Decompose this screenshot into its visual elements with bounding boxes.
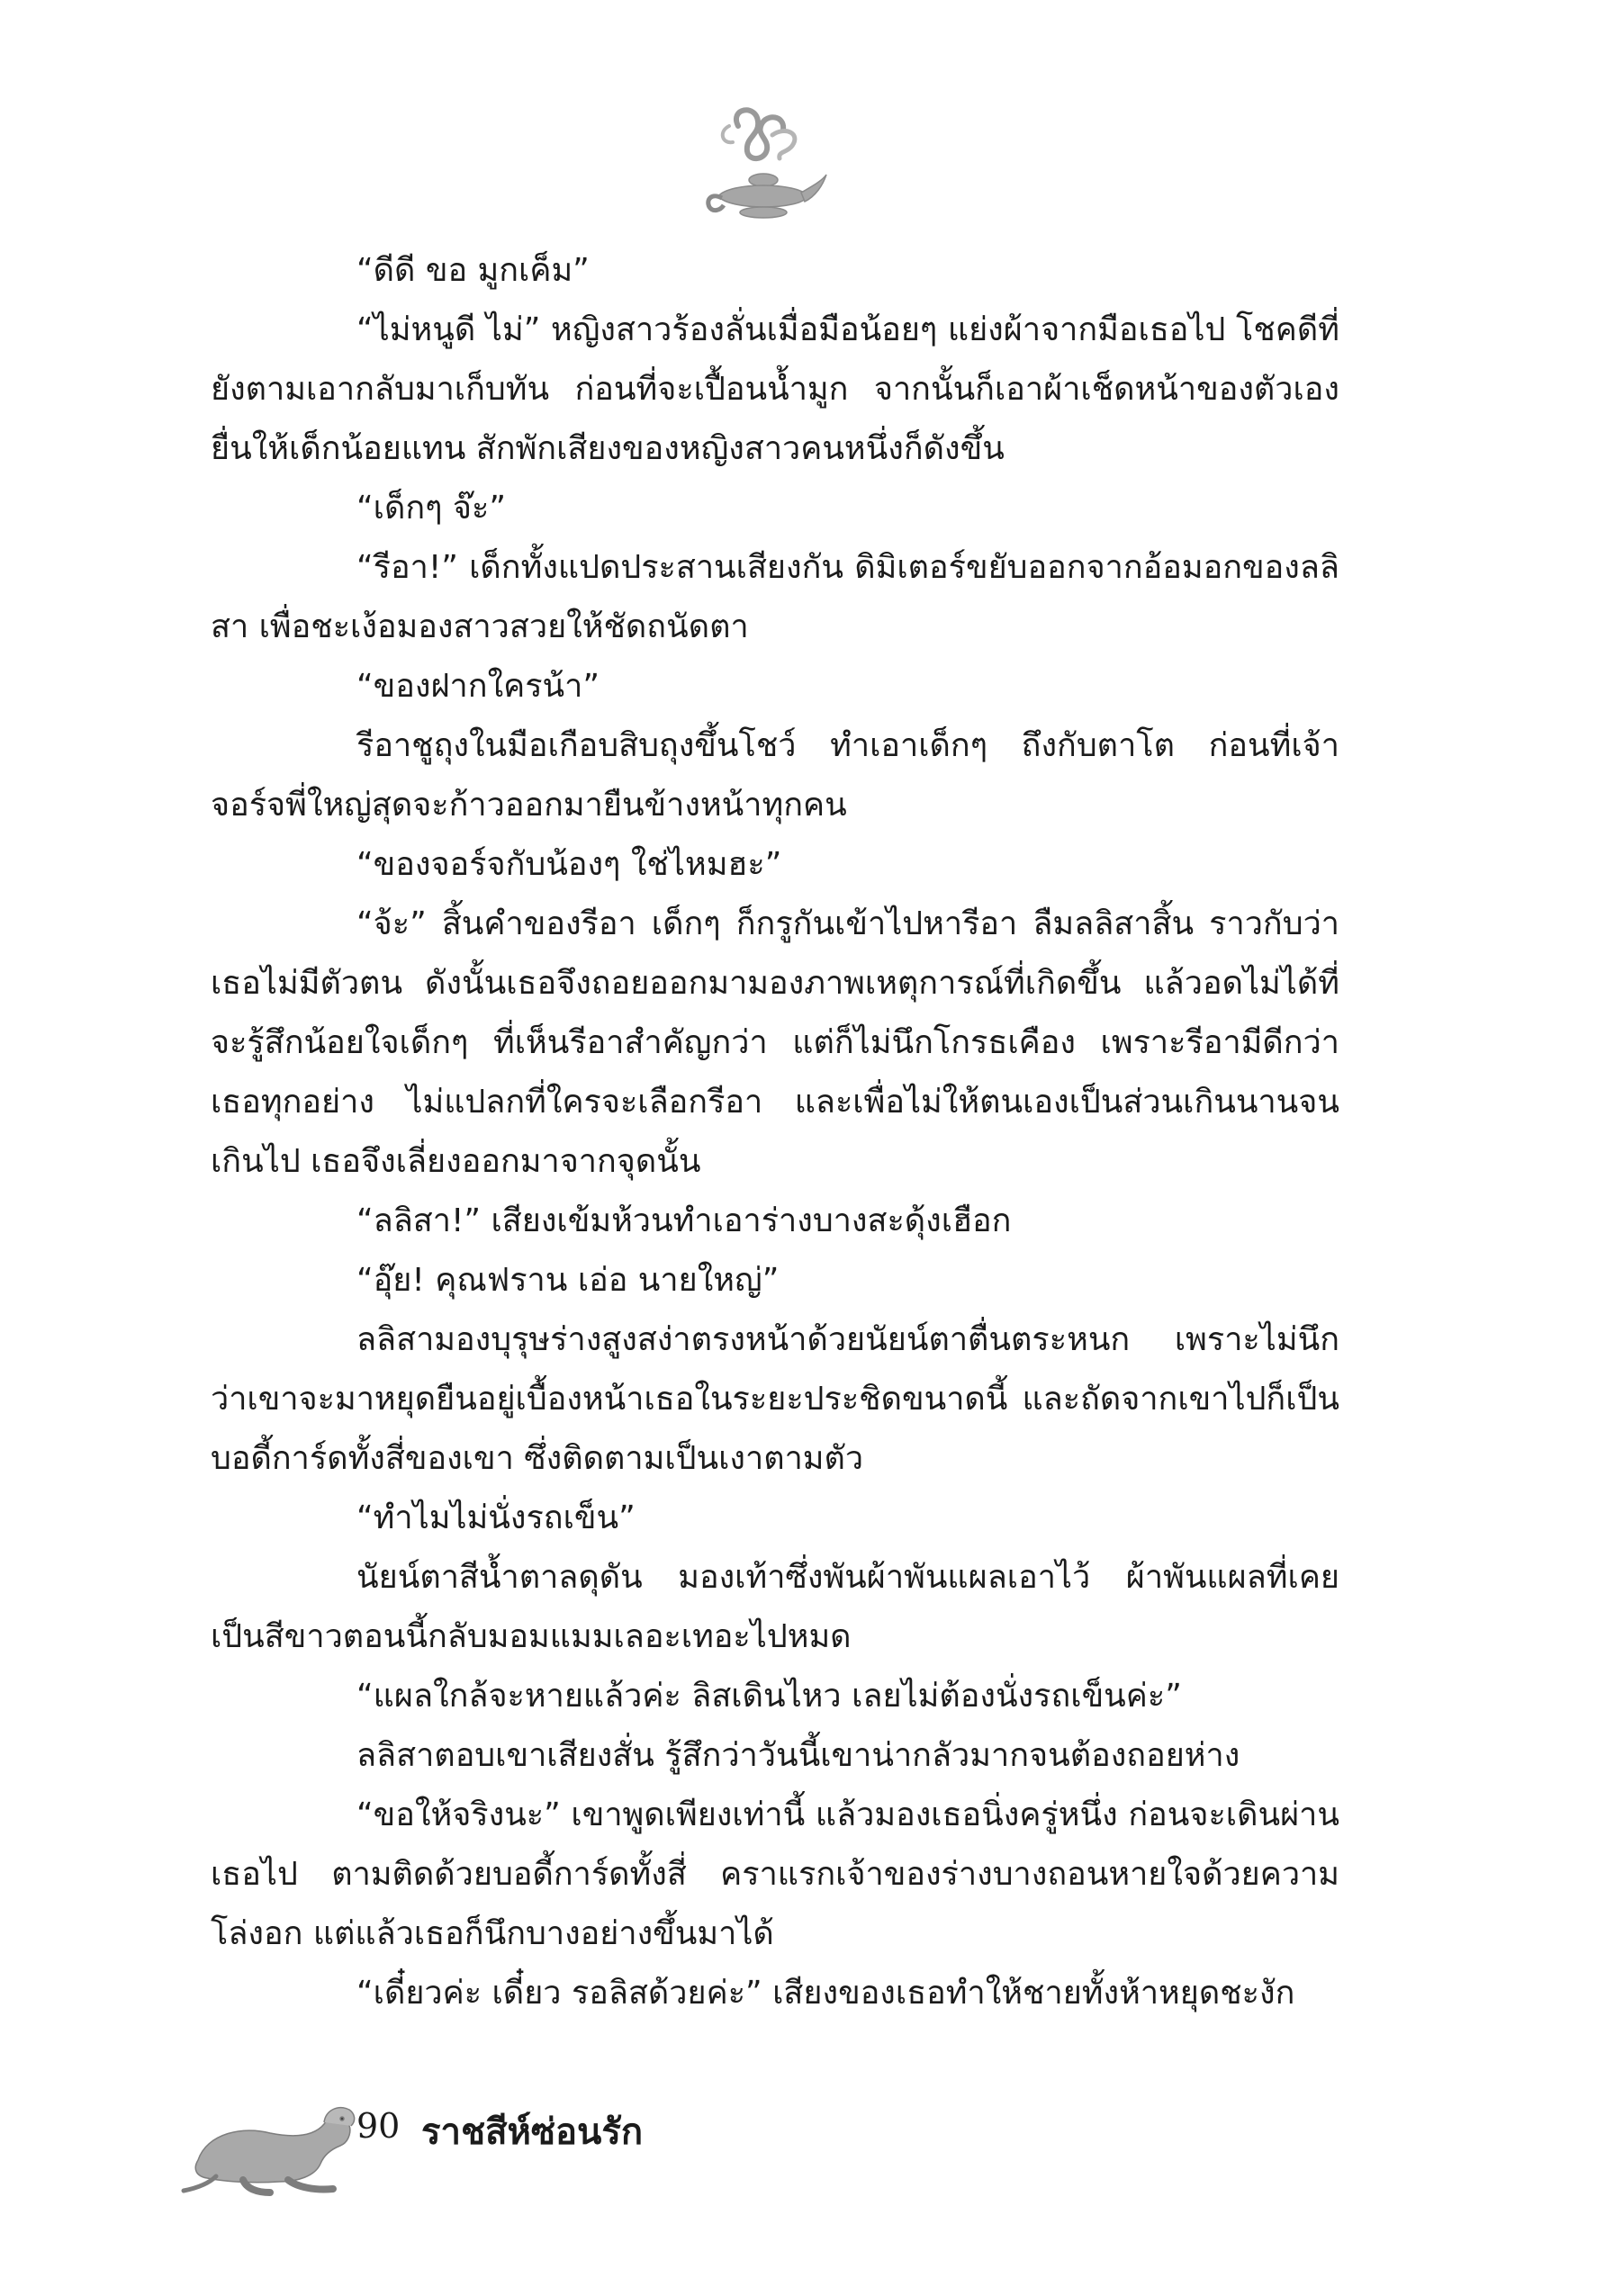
page-number: 90 bbox=[356, 2106, 401, 2146]
page-footer bbox=[180, 2070, 810, 2205]
paragraph: “ลลิสา!” เสียงเข้มห้วนทำเอาร่างบางสะดุ้งเฮือก bbox=[356, 1202, 1012, 1239]
lioness-icon bbox=[180, 2070, 360, 2205]
paragraph: “อุ๊ย! คุณฟราน เอ่อ นายใหญ่” bbox=[356, 1262, 780, 1299]
paragraph: “จ้ะ” สิ้นคำของรีอา เด็กๆ ก็กรูกันเข้าไปหารีอา ลืมลลิสาสิ้น ราวกับว่าเธอไม่มีตัวตน ดังนั้นเธอจึงถอยออกมามองภาพเหตุการณ์ที่เกิดขึ้น แล้วอดไม่ได้ที่จะรู้สึกน้อยใจเด็กๆ ที่เห็นรีอาสำคัญกว่า แต่ก็ไม่นึกโกรธเคือง เพราะรีอามีดีกว่าเธอทุกอย่าง ไม่แปลกที่ใครจะเลือกรีอา และเพื่อไม่ให้ตนเองเป็นส่วนเกินนานจนเกินไป เธอจึงเลี่ยงออกมาจากจุดนั้น bbox=[211, 905, 1339, 1180]
genie-lamp-icon bbox=[702, 99, 828, 234]
paragraph: นัยน์ตาสีน้ำตาลดุดัน มองเท้าซึ่งพันผ้าพันแผลเอาไว้ ผ้าพันแผลที่เคยเป็นสีขาวตอนนี้กลับมอมแมมเลอะเทอะไปหมด bbox=[211, 1559, 1339, 1655]
paragraph: “ทำไมไม่นั่งรถเข็น” bbox=[356, 1499, 636, 1536]
paragraph: “ไม่หนูดี ไม่” หญิงสาวร้องลั่นเมื่อมือน้อยๆ แย่งผ้าจากมือเธอไป โชคดีที่ยังตามเอากลับมาเก็บทัน ก่อนที่จะเปื้อนน้ำมูก จากนั้นก็เอาผ้าเช็ดหน้าของตัวเองยื่นให้เด็กน้อยแทน สักพักเสียงของหญิงสาวคนหนึ่งก็ดังขึ้น bbox=[211, 311, 1339, 467]
paragraph: รีอาชูถุงในมือเกือบสิบถุงขึ้นโชว์ ทำเอาเด็กๆ ถึงกับตาโต ก่อนที่เจ้าจอร์จพี่ใหญ่สุดจะก้าวออกมายืนข้างหน้าทุกคน bbox=[211, 727, 1339, 824]
paragraph: ลลิสาตอบเขาเสียงสั่น รู้สึกว่าวันนี้เขาน่ากลัวมากจนต้องถอยห่าง bbox=[356, 1737, 1240, 1774]
paragraph: “เดี๋ยวค่ะ เดี๋ยว รอลิสด้วยค่ะ” เสียงของเธอทำให้ชายทั้งห้าหยุดชะงัก bbox=[356, 1975, 1295, 2012]
paragraph: “ของจอร์จกับน้องๆ ใช่ไหมฮะ” bbox=[356, 846, 782, 883]
paragraph: “รีอา!” เด็กทั้งแปดประสานเสียงกัน ดิมิเตอร์ขยับออกจากอ้อมอกของลลิสา เพื่อชะเง้อมองสาวสวยให้ชัดถนัดตา bbox=[211, 549, 1339, 645]
paragraph: “แผลใกล้จะหายแล้วค่ะ ลิสเดินไหว เลยไม่ต้องนั่งรถเข็นค่ะ” bbox=[356, 1678, 1182, 1715]
body-text bbox=[211, 241, 1339, 2023]
paragraph: “ของฝากใครน้า” bbox=[356, 668, 600, 705]
paragraph: “ขอให้จริงนะ” เขาพูดเพียงเท่านี้ แล้วมองเธอนิ่งครู่หนึ่ง ก่อนจะเดินผ่านเธอไป ตามติดด้วยบอดี้การ์ดทั้งสี่ คราแรกเจ้าของร่างบางถอนหายใจด้วยความโล่งอก แต่แล้วเธอก็นึกบางอย่างขึ้นมาได้ bbox=[211, 1796, 1339, 1952]
paragraph: ลลิสามองบุรุษร่างสูงสง่าตรงหน้าด้วยนัยน์ตาตื่นตระหนก เพราะไม่นึกว่าเขาจะมาหยุดยืนอยู่เบื้องหน้าเธอในระยะประชิดขนาดนี้ และถัดจากเขาไปก็เป็นบอดี้การ์ดทั้งสี่ของเขา ซึ่งติดตามเป็นเงาตามตัว bbox=[211, 1321, 1339, 1477]
book-title: ราชสีห์ซ่อนรัก bbox=[421, 2111, 644, 2153]
paragraph: “เด็กๆ จ๊ะ” bbox=[356, 490, 506, 527]
paragraph: “ดีดี ขอ มูกเค็ม” bbox=[356, 252, 590, 289]
